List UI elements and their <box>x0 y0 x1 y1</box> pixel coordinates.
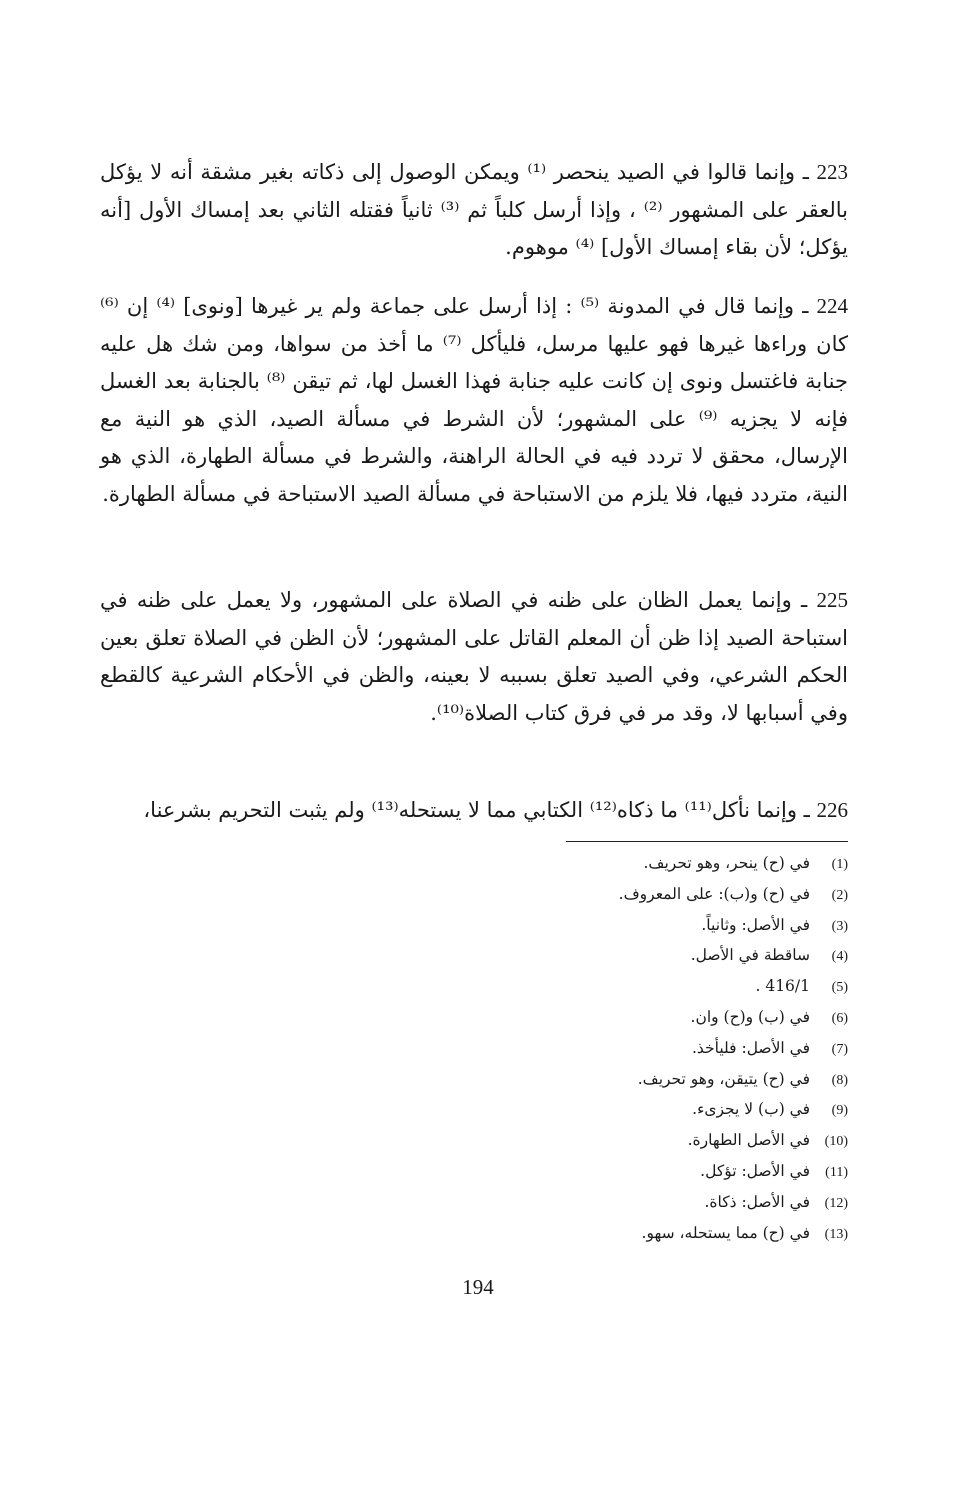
footnote-number: (2) <box>831 887 848 903</box>
footnote-text: في الأصل: وثانياً. <box>701 915 810 934</box>
footnote-item <box>300 1125 848 1156</box>
paragraph-number: 226 <box>816 798 848 822</box>
footnote-number: (3) <box>831 918 848 934</box>
page-number: 194 <box>462 1275 494 1299</box>
footnote-item <box>300 1094 848 1125</box>
paragraph-text: ـ وإنما نأكل⁽¹¹⁾ ما ذكاه⁽¹²⁾ الكتابي مما لا يستحله⁽¹³⁾ ولم يثبت التحريم بشرعنا، <box>143 798 817 822</box>
paragraph-number: 225 <box>816 588 848 612</box>
footnotes-list <box>300 848 848 1248</box>
footnote-text: في الأصل: ذكاة. <box>704 1192 810 1211</box>
footnote-item <box>300 910 848 941</box>
footnote-item <box>300 940 848 971</box>
footnote-item <box>300 1064 848 1095</box>
footnote-text: في (ب) و(ح) وان. <box>690 1007 810 1026</box>
footnote-item <box>300 848 848 879</box>
paragraph-224 <box>100 288 848 513</box>
footnote-text: في الأصل: تؤكل. <box>700 1161 810 1180</box>
footnote-text: في (ح) يتيقن، وهو تحريف. <box>637 1069 810 1088</box>
paragraph-number: 223 <box>816 160 849 184</box>
footnote-number: (9) <box>831 1103 848 1119</box>
footnote-number: (8) <box>831 1072 848 1088</box>
footnote-number: (13) <box>824 1226 848 1242</box>
footnote-number: (6) <box>831 1010 848 1026</box>
paragraph-number: 224 <box>816 294 848 318</box>
footnote-separator <box>566 841 848 842</box>
footnote-number: (1) <box>831 857 848 872</box>
paragraph-225 <box>100 582 848 732</box>
footnote-text: في (ح) مما يستحله، سهو. <box>641 1223 810 1242</box>
footnote-number: (11) <box>825 1164 848 1180</box>
footnote-text: في (ب) لا يجزىء. <box>692 1100 810 1119</box>
footnote-number: (4) <box>831 949 848 965</box>
footnote-item <box>300 1156 848 1187</box>
footnote-number: (7) <box>831 1041 848 1057</box>
footnote-text: في الأصل: فليأخذ. <box>691 1038 810 1057</box>
paragraph-226 <box>100 792 848 830</box>
footnote-text: في (ح) و(ب): على المعروف. <box>618 884 810 903</box>
footnote-item <box>300 971 848 1002</box>
footnote-number: (5) <box>831 980 848 996</box>
footnote-text: في الأصل الطهارة. <box>687 1131 810 1150</box>
paragraph-text: ـ وإنما قالوا في الصيد ينحصر ⁽¹⁾ ويمكن الوصول إلى ذكاته بغير مشقة أنه لا يؤكل بالعقر على المشهور ⁽²⁾ ، وإذا أرسل كلباً ثم ⁽³⁾ ثانياً فقتله الثاني بعد إمساك الأول [أنه يؤكل؛ لأن بقاء إمساك الأول] ⁽⁴⁾ موهوم. <box>100 160 848 259</box>
paragraph-text: ـ وإنما يعمل الظان على ظنه في الصلاة على المشهور، ولا يعمل على ظنه في استباحة الصيد إذا ظن أن المعلم القاتل على المشهور؛ لأن الظن في الصلاة تعلق بعين الحكم الشرعي، وفي الصيد تعلق بسببه لا بعينه، والظن في الأحكام الشرعية كالقطع وفي أسبابها لا، وقد مر في فرق كتاب الصلاة⁽¹⁰⁾. <box>100 588 848 725</box>
footnote-number: (12) <box>824 1195 848 1211</box>
footnote-item <box>300 1002 848 1033</box>
footnote-number: (10) <box>824 1134 848 1150</box>
footnote-item <box>300 879 848 910</box>
footnote-item <box>300 1187 848 1218</box>
paragraph-text: ـ وإنما قال في المدونة ⁽⁵⁾ : إذا أرسل على جماعة ولم ير غيرها [ونوى] ⁽⁴⁾ إن ⁽⁶⁾ كان وراءها غيرها فهو عليها مرسل، فليأكل ⁽⁷⁾ ما أخذ من سواها، ومن شك هل عليه جنابة فاغتسل ونوى إن كانت عليه جنابة فهذا الغسل لها، ثم تيقن ⁽⁸⁾ بالجنابة بعد الغسل فإنه لا يجزيه ⁽⁹⁾ على المشهور؛ لأن الشرط في مسألة الصيد، الذي هو النية مع الإرسال، محقق لا تردد فيه في الحالة الراهنة، والشرط في مسألة الطهارة، الذي هو النية، متردد فيها، فلا يلزم من الاستباحة في مسألة الصيد الاستباحة في مسألة الطهارة. <box>100 294 849 506</box>
footnote-item <box>300 1218 848 1249</box>
paragraph-223 <box>100 154 848 267</box>
footnote-text: 416/1 . <box>755 977 810 996</box>
footnote-text: في (ح) ينحر، وهو تحريف. <box>643 854 810 872</box>
footnote-text: ساقطة في الأصل. <box>690 946 810 965</box>
footnote-item <box>300 1033 848 1064</box>
